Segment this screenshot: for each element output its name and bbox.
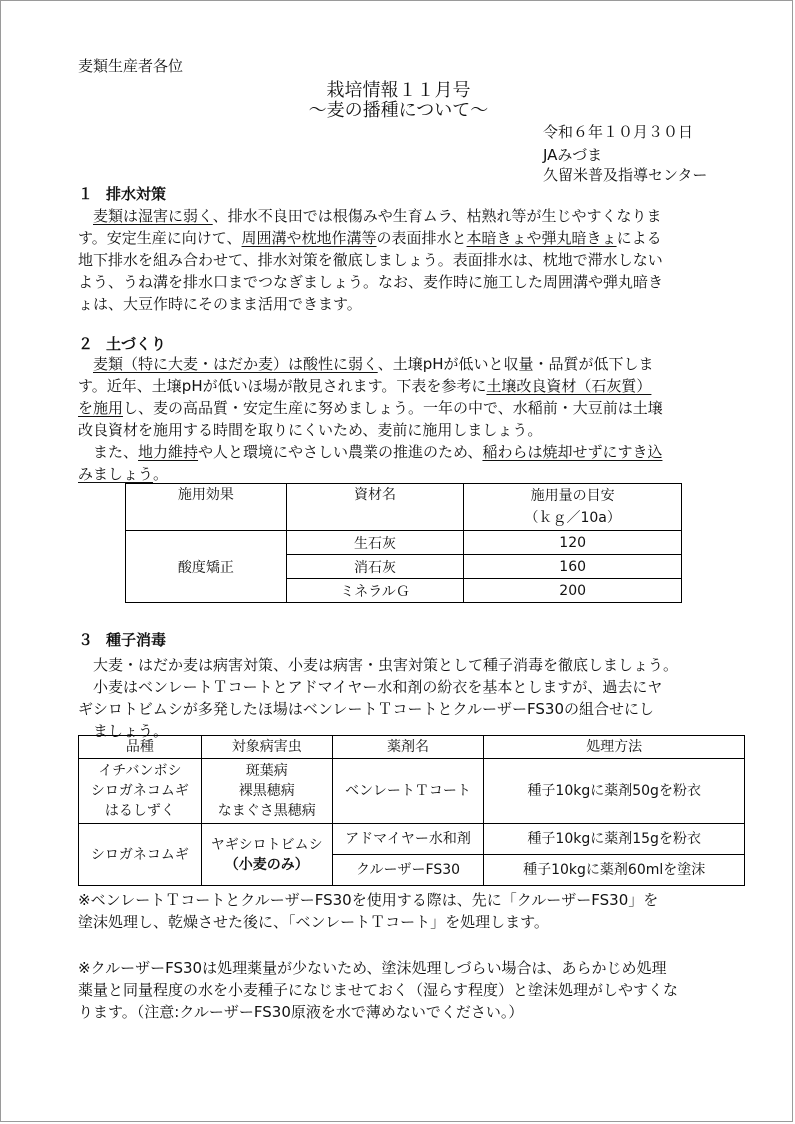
- table-header-cell: 施用効果: [126, 484, 287, 531]
- table-header-row: [79, 736, 745, 759]
- table-header-cell: 薬剤名: [332, 736, 484, 759]
- text-line: 塗沫処理し、乾燥させた後に、「ベンレートＴコート」を処理します。: [78, 913, 549, 931]
- table-cell: ミネラルＧ: [286, 579, 464, 603]
- text-line: ※ベンレートＴコートとクルーザーFS30を使用する際は、先に「クルーザーFS30」を: [78, 891, 659, 909]
- table-cell: クルーザーFS30: [332, 855, 484, 886]
- section-title: 土づくり: [106, 335, 167, 353]
- table-cell: 種子10kgに薬剤15gを粉衣: [484, 824, 745, 855]
- table-cell: 種子10kgに薬剤60mlを塗沫: [484, 855, 745, 886]
- table-row: [126, 531, 682, 555]
- text-line: を施用し、麦の高品質・安定生産に努めましょう。一年の中で、水稲前・大豆前は土壌: [78, 399, 663, 417]
- underlined-text: 土壌改良資材（石灰質）: [486, 377, 652, 395]
- text-line: ギシロトビムシが多発したほ場はベンレートＴコートとクルーザーFS30の組合せにし: [78, 700, 655, 718]
- text-line: 小麦はベンレートＴコートとアドマイヤー水和剤の紛衣を基本としますが、過去にヤ: [93, 678, 663, 696]
- table-header-cell: 資材名: [286, 484, 464, 531]
- section-heading-seed-disinfection: [78, 629, 166, 650]
- seed-treatment-table: [78, 735, 745, 886]
- organization-name: JAみづま: [543, 146, 603, 164]
- table-cell: 200: [464, 579, 682, 603]
- table-row: [79, 824, 745, 855]
- section-number: １: [78, 185, 94, 203]
- text-line: ります。（注意:クルーザーFS30原液を水で薄めないでください。）: [78, 1003, 524, 1021]
- addressee: 麦類生産者各位: [78, 57, 184, 75]
- text-line: みましょう。: [78, 465, 169, 483]
- section-body-soil: [78, 353, 718, 485]
- section-body-drainage: [78, 205, 718, 315]
- table-cell: アドマイヤー水和剤: [332, 824, 484, 855]
- table-row: [79, 759, 745, 824]
- section-heading-drainage: [78, 183, 166, 204]
- table-cell: ヤギシロトビムシ （小麦のみ）: [201, 824, 332, 886]
- section-title: 排水対策: [106, 185, 167, 203]
- text-line: す。安定生産に向けて、周囲溝や枕地作溝等の表面排水と本暗きょや弾丸暗きょによる: [78, 229, 662, 247]
- text-line: 地下排水を組み合わせて、排水対策を徹底しましょう。表面排水は、枕地で滞水しない: [78, 251, 663, 269]
- table-cell: 消石灰: [286, 555, 464, 579]
- section-title: 種子消毒: [106, 631, 167, 649]
- table-cell: 120: [464, 531, 682, 555]
- text-line: 薬量と同量程度の水を小麦種子になじませておく（湿らす程度）と塗沫処理がしやすくな: [78, 981, 679, 999]
- document-title: 栽培情報１１月号: [326, 80, 471, 101]
- note-apply-order: [78, 889, 718, 933]
- note-cruiser-dilution: [78, 957, 718, 1023]
- table-header-cell: 品種: [79, 736, 202, 759]
- table-cell: 160: [464, 555, 682, 579]
- text-line: 麦類は湿害に弱く、排水不良田では根傷みや生育ムラ、枯熟れ等が生じやすくなりま: [93, 207, 662, 225]
- underlined-text: 周囲溝や枕地作溝等: [241, 229, 377, 247]
- text-line: 大麦・はだか麦は病害対策、小麦は病害・虫害対策として種子消毒を徹底しましょう。: [93, 656, 679, 674]
- soil-amendment-table: [125, 483, 682, 603]
- underlined-text: 麦類は湿害に弱く: [93, 207, 213, 225]
- text-line: ょは、大豆作時にそのまま活用できます。: [78, 295, 362, 313]
- text-line: す。近年、土壌pHが低いほ場が散見されます。下表を参考に土壌改良資材（石灰質）: [78, 377, 652, 395]
- section-number: ２: [78, 335, 94, 353]
- underlined-text: 本暗きょや弾丸暗きょ: [466, 229, 617, 247]
- center-name: 久留米普及指導センター: [543, 166, 708, 184]
- text-line: ましょう。: [93, 722, 169, 740]
- underlined-text: みましょう: [78, 465, 154, 483]
- table-header-row: [126, 484, 682, 531]
- text-line: よう、うね溝を排水口までつなぎましょう。なお、麦作時に施工した周囲溝や弾丸暗き: [78, 273, 664, 291]
- table-cell: 生石灰: [286, 531, 464, 555]
- underlined-text: 地力維持: [138, 443, 199, 461]
- table-cell: イチバンボシ シロガネコムギ はるしずく: [79, 759, 202, 824]
- table-cell: シロガネコムギ: [79, 824, 202, 886]
- table-cell: 斑葉病 裸黒穂病 なまぐさ黒穂病: [201, 759, 332, 824]
- table-header-cell: 対象病害虫: [201, 736, 332, 759]
- document-subtitle: ～麦の播種について～: [308, 100, 489, 121]
- table-cell: 酸度矯正: [126, 531, 287, 603]
- table-cell: 種子10kgに薬剤50gを粉衣: [484, 759, 745, 824]
- table-cell: ベンレートＴコート: [332, 759, 484, 824]
- underlined-text: 麦類（特に大麦・はだか麦）は酸性に弱く: [93, 355, 378, 373]
- text-line: また、地力維持や人と環境にやさしい農業の推進のため、稲わらは焼却せずにすき込: [93, 443, 663, 461]
- underlined-text: 稲わらは焼却せずにすき込: [482, 443, 663, 461]
- text-line: ※クルーザーFS30は処理薬量が少ないため、塗沫処理しづらい場合は、あらかじめ処理: [78, 959, 667, 977]
- issue-date: 令和６年１０月３０日: [543, 123, 694, 141]
- underlined-text: を施用: [78, 399, 124, 417]
- table-header-cell: 処理方法: [484, 736, 745, 759]
- text-line: 麦類（特に大麦・はだか麦）は酸性に弱く、土壌pHが低いと収量・品質が低下しま: [93, 355, 654, 373]
- text-line: 改良資材を施用する時間を取りにくいため、麦前に施用しましょう。: [78, 421, 543, 439]
- table-header-cell: 施用量の目安 （ｋｇ／10a）: [464, 484, 682, 531]
- section-number: ３: [78, 631, 94, 649]
- section-heading-soil: [78, 333, 166, 354]
- section-body-seed-disinfection: [78, 654, 718, 742]
